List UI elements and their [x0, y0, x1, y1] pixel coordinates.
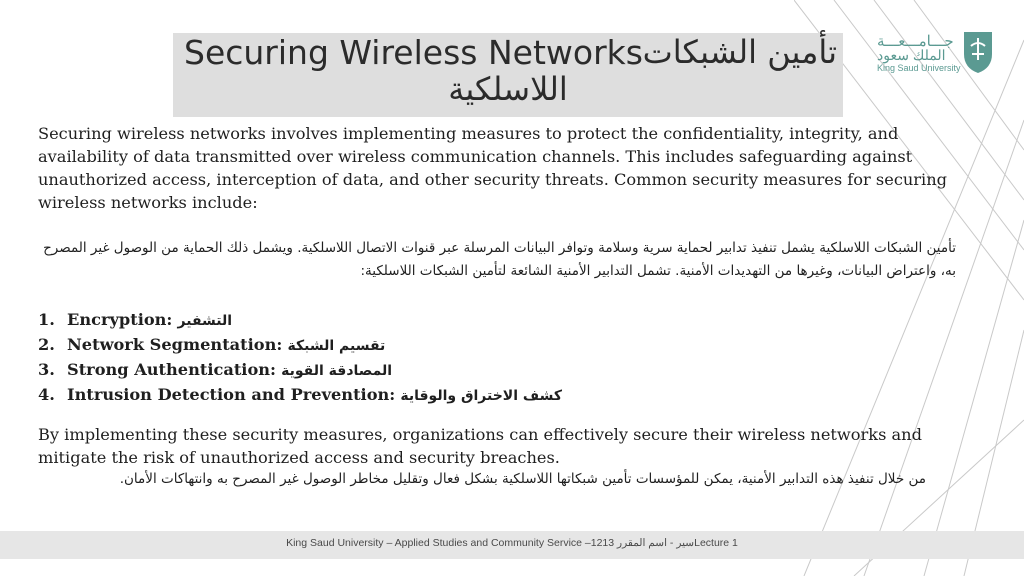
slide-title-en: Securing Wireless Networks	[184, 33, 643, 72]
list-item	[38, 333, 738, 358]
intro-paragraph-ar: تأمين الشبكات اللاسلكية يشمل تنفيذ تدابير لحماية سرية وسلامة وتوافر البيانات المرسلة عبر قنوات الاتصال اللاسلكية. ويشمل ذلك الحماية من الوصول غير المصرح به، واعتراض البيانات، وغيرها من التهديدات الأمنية. تشمل التدابير الأمنية الشائعة لتأمين الشبكات اللاسلكية:	[43, 240, 956, 279]
list-number: 4.	[38, 385, 55, 404]
list-term-ar: المصادقة القوية	[281, 363, 393, 379]
slide-title-ar: تأمين الشبكات	[642, 33, 837, 71]
list-term-ar: تقسيم الشبكة	[287, 338, 386, 354]
conclusion-paragraph: By implementing these security measures, organizations can effectively secure their wireless networks and mitigate the risk of unauthorized access and security breaches.	[38, 425, 922, 467]
security-measures-list	[38, 308, 738, 408]
footer-text: King Saud University – Applied Studies and Community Service –1213 سير - اسم المقررLecture 1	[286, 537, 738, 549]
list-term: Network Segmentation:	[67, 335, 283, 354]
logo-text-ar-1: جـــامـــعـــة	[877, 33, 954, 50]
list-item	[38, 308, 738, 333]
logo-text-ar-2: الملك سعود	[877, 47, 946, 63]
logo-text-en: King Saud University	[877, 63, 961, 73]
list-number: 3.	[38, 360, 55, 379]
list-term: Encryption:	[67, 310, 173, 329]
list-item	[38, 383, 738, 408]
slide-title-ar-line2: اللاسلكية	[448, 70, 568, 108]
list-number: 2.	[38, 335, 55, 354]
conclusion-paragraph-ar: من خلال تنفيذ هذه التدابير الأمنية، يمكن للمؤسسات تأمين شبكاتها اللاسلكية بشكل فعال وتقليل مخاطر الوصول غير المصرح به وانتهاكات الأمان.	[119, 471, 926, 487]
list-item	[38, 358, 738, 383]
ksu-emblem-icon	[960, 26, 996, 74]
list-term-ar: كشف الاختراق والوقاية	[400, 388, 562, 404]
list-number: 1.	[38, 310, 55, 329]
list-term: Intrusion Detection and Prevention:	[67, 385, 396, 404]
list-term: Strong Authentication:	[67, 360, 276, 379]
intro-paragraph: Securing wireless networks involves implementing measures to protect the confidentiality, integrity, and availability of data transmitted over wireless communication channels. This includes safeguarding against unauthorized access, interception of data, and other security threats. Common security measures for securing wireless networks include:	[38, 124, 948, 212]
list-term-ar: التشفير	[177, 313, 233, 329]
